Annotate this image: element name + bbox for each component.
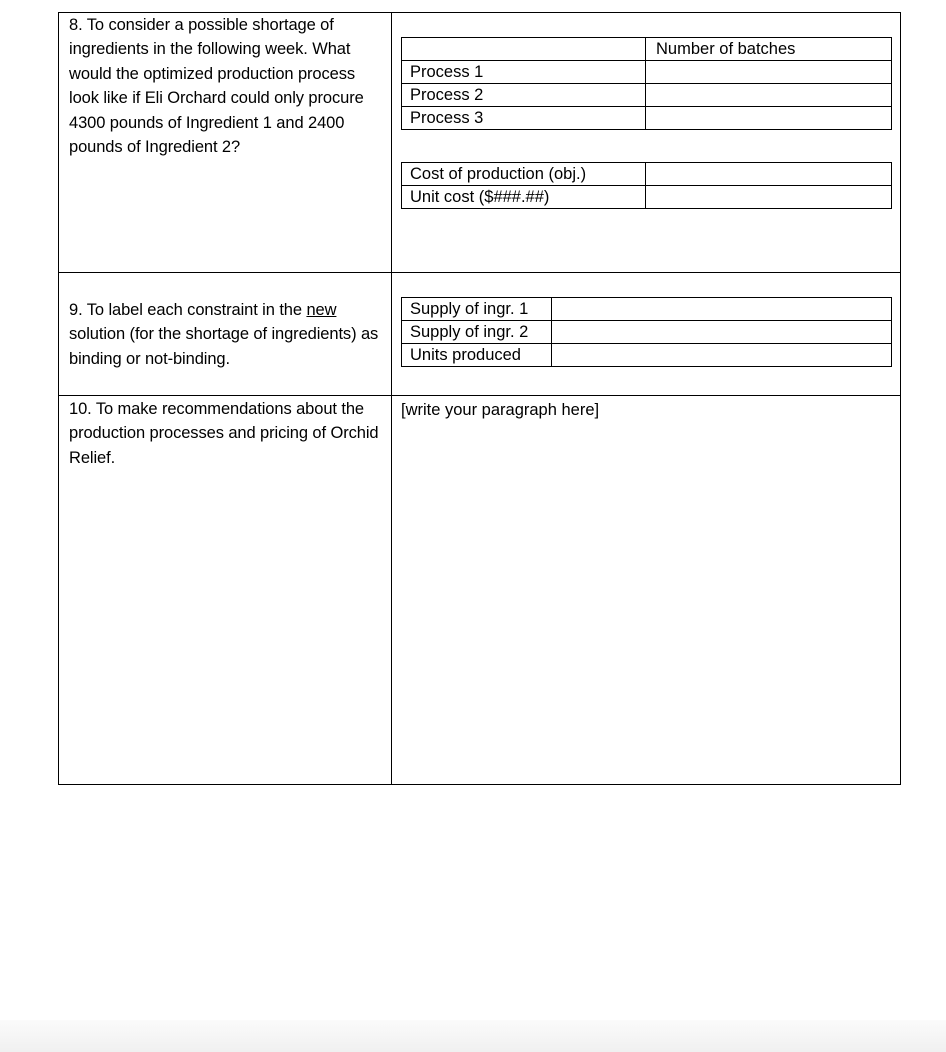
- process-row: [402, 61, 892, 84]
- question-8: 8. To consider a possible shortage of ingredients in the following week. What would the optimized production process look like if Eli Orchard could only procure 4300 pounds of Ingredient 1 and 2400 pounds of Ingredient 2?: [69, 16, 364, 157]
- question-10: 10. To make recommendations about the production processes and pricing of Orchid Relief.: [69, 400, 379, 467]
- ingr-2-status-cell[interactable]: [552, 321, 892, 344]
- batches-header-row: [402, 38, 892, 61]
- process-row: [402, 84, 892, 107]
- cost-row: [402, 186, 892, 209]
- cost-row: [402, 163, 892, 186]
- question-9-text-end: solution (for the shortage of ingredients) as binding or not-binding.: [69, 325, 379, 368]
- constraint-row: [402, 344, 892, 367]
- process-label: Process 1: [402, 61, 646, 84]
- cost-label: Unit cost ($###.##): [402, 186, 646, 209]
- constraint-row: [402, 298, 892, 321]
- constraints-table: [401, 297, 892, 367]
- window-bottom-bar: [0, 1020, 946, 1052]
- cost-of-production-cell[interactable]: [646, 163, 892, 186]
- answer-paragraph-placeholder[interactable]: [write your paragraph here]: [401, 401, 600, 419]
- row-divider-8-9: [59, 272, 900, 273]
- column-divider: [391, 13, 392, 784]
- row-divider-9-10: [59, 395, 900, 396]
- process-1-batches-cell[interactable]: [646, 61, 892, 84]
- process-label: Process 2: [402, 84, 646, 107]
- process-3-batches-cell[interactable]: [646, 107, 892, 130]
- constraint-label: Supply of ingr. 2: [402, 321, 552, 344]
- batches-header-blank: [402, 38, 646, 61]
- cost-label: Cost of production (obj.): [402, 163, 646, 186]
- ingr-1-status-cell[interactable]: [552, 298, 892, 321]
- process-2-batches-cell[interactable]: [646, 84, 892, 107]
- constraint-row: [402, 321, 892, 344]
- unit-cost-cell[interactable]: [646, 186, 892, 209]
- batches-table: [401, 37, 892, 130]
- constraint-label: Supply of ingr. 1: [402, 298, 552, 321]
- question-9: [69, 298, 387, 371]
- batches-header: Number of batches: [646, 38, 892, 61]
- process-row: [402, 107, 892, 130]
- process-label: Process 3: [402, 107, 646, 130]
- units-produced-status-cell[interactable]: [552, 344, 892, 367]
- constraint-label: Units produced: [402, 344, 552, 367]
- worksheet-table: [58, 12, 901, 785]
- cost-table: [401, 162, 892, 209]
- question-9-underlined-word: new: [306, 301, 337, 319]
- question-9-text-start: 9. To label each constraint in the: [69, 301, 307, 319]
